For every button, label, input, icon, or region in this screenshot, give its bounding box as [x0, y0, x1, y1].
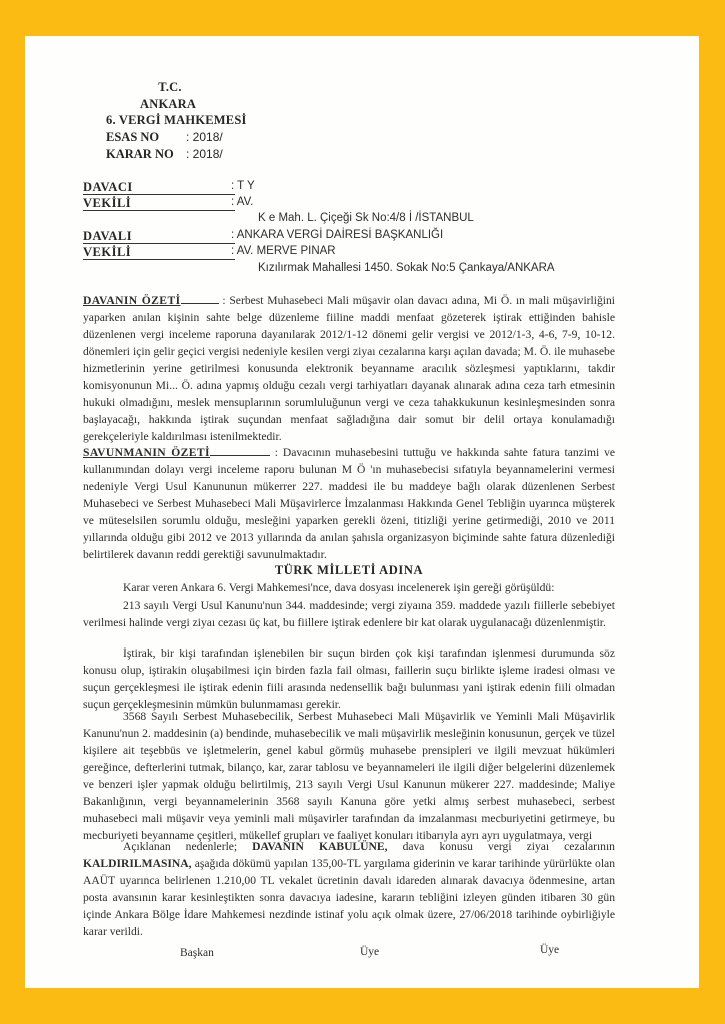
signature-uye-2: Üye: [540, 944, 560, 956]
savunmanin-ozeti-separator: :: [274, 446, 279, 459]
davali-label: DAVALI: [83, 230, 235, 244]
savunmanin-ozeti-label: SAVUNMANIN ÖZETİ: [83, 446, 210, 459]
davaci-vekili-address: K e Mah. L. Çiçeği Sk No:4/8 İ /İSTANBUL: [258, 212, 474, 224]
davaci-vekili-label: VEKİLİ: [83, 197, 235, 211]
karar-no-label: KARAR NO: [106, 147, 174, 161]
davanin-ozeti-text: Serbest Muhasebeci Mali müşavir olan davacı adına, Mi Ö. ın mali müşavirliğini yaparken anılan kişinin sahte belge düzenleme fiiline maddi menfaat gözeterek iştirak ettiğinden bahisle düzenlenen vergi inceleme raporuna dayanılarak 2012/1-12 dönemi gelir vergisi ve 2012/1-3, 4-6, 7-9, 10-12. dönemleri için gelir geçici vergisi nedeniyle kesilen vergi ziyaı cezalarına karşı açılan davada; M. Ö. ile muhasebe hizmetlerinin yerine getirilmesi konusunda elektronik beyanname aracılık sözleşmesi yaptıklarını, takdir komisyonunun Mi... Ö. adına yapmış olduğu cezalı vergi tarhiyatları dayanak alınarak adına ceza tarh etmesinin hukuki olmadığını, meslek mensuplarının sorumluluğunun vergi ve ceza tahakkukunun kesinleşmesinden sonra başlayacağı, hakkında iştirak suçundan menfaat sağladığına dair somut bir delil ortaya konulamadığı gerekçeleriyle kaldırılması istenilmektedir.: [83, 294, 616, 443]
decision-paragraph-3: İştirak, bir kişi tarafından işlenebilen bir suçun birden çok kişi tarafından işlenmesi durumunda söz konusu olup, iştirakin oluşabilmesi için birden fazla fail olması, faillerin suçu birlikte işleme iradesi olması ve suçun gerçekleşmesi ile iştirak edenin fiili arasında nedensellik bağı bulunması yani iştirak edenin fiili olmadan suçun gerçekleşmesinin mümkün bulunmaması gerekir.: [83, 647, 615, 711]
davaci-value: : T Y: [231, 180, 255, 192]
decision-p5-rest: aşağıda dökümü yapılan 135,00-TL yargılama giderinin ve karar tarihinde yürürlükte olan AAÜT uyarınca belirlenen 1.210,00 TL vekalet ücretinin davalı idareden alınarak davacıya ödenmesine, artan posta avansının karar kesinleştikten sonra davacıya iadesine, kararın tebliğini izleyen günden itibaren 30 gün içinde Ankara Bölge İdare Mahkemesi nezdinde istinaf yolu açık olmak üzere, 27/06/2018 tarihinde oybirliğiyle karar verildi.: [83, 857, 615, 938]
decision-title: TÜRK MİLLETİ ADINA: [274, 563, 424, 577]
karar-no: [106, 147, 223, 162]
davali-value: : ANKARA VERGİ DAİRESİ BAŞKANLIĞI: [231, 229, 444, 241]
header-city: ANKARA: [140, 97, 197, 111]
decision-paragraph-1: Karar veren Ankara 6. Vergi Mahkemesi'nce, dava dosyası incelenerek işin gereği görüşüldü:: [123, 581, 555, 594]
davali-vekili-address: Kızılırmak Mahallesi 1450. Sokak No:5 Çankaya/ANKARA: [258, 262, 555, 274]
decision-paragraph-5: [83, 838, 615, 940]
esas-no: [106, 130, 223, 145]
decision-p5-mid: dava konusu vergi ziyaı cezalarının: [402, 840, 615, 853]
davanin-kabulune: DAVANIN KABULÜNE,: [252, 840, 388, 853]
davanin-ozeti-label: DAVANIN ÖZETİ: [83, 294, 181, 307]
davaci-label: DAVACI: [83, 181, 235, 195]
kaldirilmasina: KALDIRILMASINA,: [83, 857, 192, 870]
header-court: 6. VERGİ MAHKEMESİ: [106, 113, 247, 127]
davali-vekili-label: VEKİLİ: [83, 246, 235, 260]
esas-no-label: ESAS NO: [106, 130, 160, 144]
decision-paragraph-4: 3568 Sayılı Serbest Muhasebecilik, Serbest Muhasebeci Mali Müşavirlik ve Yeminli Mali Müşavirlik Kanunu'nun 2. maddesinin (a) bendinde, muhasebecilik ve mali müşavirlik mesleğinin konusunun, gerçek ve tüzel kişilere ait teşebbüs ve işletmelerin, genel kabul görmüş muhasebe prensipleri ve ilgili mevzuat hükümleri gereğince, defterlerini tutmak, bilanço, kar, zarar tablosu ve beyannameleri ile ilgili diğer belgelerini düzenlemek ve benzeri işler yapmak olduğu belirtilmiş, 213 sayılı Vergi Usul Kanunun mükerer 227. maddesinde; Maliye Bakanlığının, vergi beyannamelerinin 3568 sayılı Kanuna göre yetki almış serbest muhasebeci, serbest muhasebeci mali müşavir veya yeminli mali müşavirler tarafından da imzalanması mecburiyetini getirmeye, bu mecburiyeti beyanname çeşitleri, mükellef grupları ve faaliyet konuları itibarıyla ayrı ayrı uygulatmaya, vergi: [83, 710, 615, 842]
davanin-ozeti-separator: :: [222, 294, 226, 307]
esas-no-value: : 2018/: [186, 130, 223, 144]
header-country: T.C.: [158, 80, 182, 94]
karar-no-value: : 2018/: [186, 147, 223, 161]
davanin-ozeti-section: [83, 292, 615, 445]
savunmanin-ozeti-text: Davacının muhasebesini tuttuğu ve hakkında sahte fatura tanzimi ve kullanımından dolayı vergi inceleme raporu bulunan M Ö 'ın muhasebecisi sıfatıyla beyannamelerini vermesi nedeniyle Vergi Usul Kanununun mükerrer 227. maddesi ile bu maddeye bağlı olarak düzenlenen Serbest Muhasebeci ve Serbest Muhasebeci Mali Müşavirlerce İmzalanması Hakkında Genel Tebliğin uyarınca müşterek ve müteselsilen sorumlu olduğu, mesleğini yaparken gerekli özeni, titizliği yerine getirmediği, 2010 ve 2011 yıllarında olduğu gibi 2012 ve 2013 yıllarında da anılan şahısla organizasyon biçiminde sahte fatura düzenlediği belirtilerek davanın reddi gerektiği savunulmaktadır.: [83, 446, 616, 561]
savunmanin-ozeti-section: [83, 444, 615, 563]
davaci-vekili-value: : AV.: [231, 196, 254, 208]
decision-paragraph-2: 213 sayılı Vergi Usul Kanunu'nun 344. maddesinde; vergi ziyaına 359. maddede yazılı fiillerle sebebiyet verilmesi halinde vergi ziyaı cezası üç kat, bu fiillere iştirak edenlere bir kat olarak uygulanacağı düzenlenmiştir.: [83, 599, 615, 629]
signature-uye-1: Üye: [360, 946, 380, 958]
davali-vekili-value: : AV. MERVE PINAR: [231, 245, 336, 257]
decision-p5-prefix: Açıklanan nedenlerle;: [123, 840, 238, 853]
signature-baskan: Başkan: [180, 947, 214, 959]
